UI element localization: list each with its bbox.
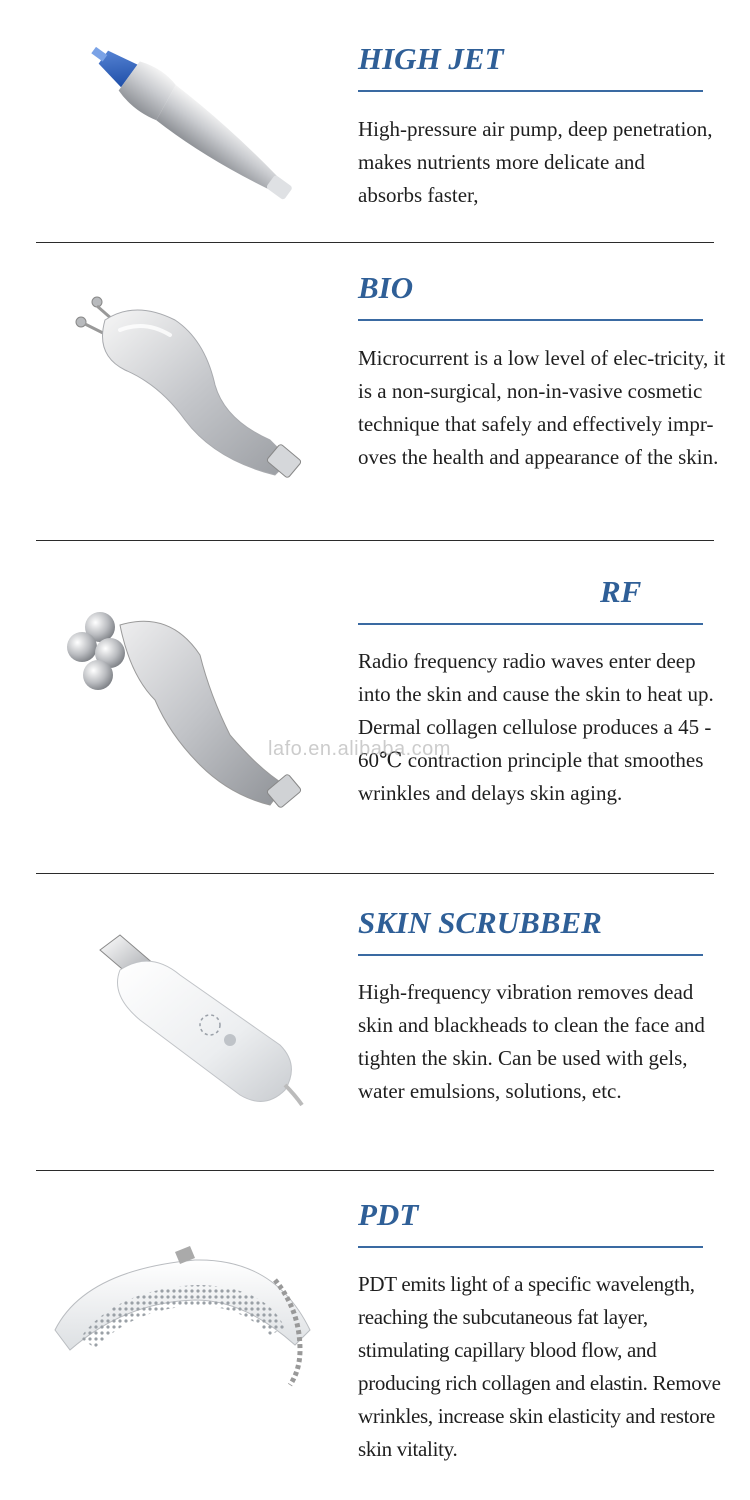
section-description-skin-scrubber: High-frequency vibration removes dead skin and blackheads to clean the face and tighten the skin. Can be used with gels, water emulsions, solutions, etc. bbox=[358, 980, 705, 1103]
section-description-bio: Microcurrent is a low level of elec-tricity, it is a non-surgical, non-in-vasive cosmetic technique that safely and effectively impr-oves the health and appearance of the skin. bbox=[358, 346, 726, 469]
rf-roller-handpiece-icon bbox=[60, 605, 310, 835]
pdt-led-mask-icon bbox=[45, 1240, 325, 1390]
title-underline bbox=[358, 90, 703, 92]
title-underline bbox=[358, 623, 703, 625]
section-divider bbox=[36, 242, 714, 243]
section-title-pdt: PDT bbox=[358, 1197, 419, 1232]
section-title-bio: BIO bbox=[358, 270, 414, 305]
section-title-rf: RF bbox=[600, 574, 642, 609]
section-divider bbox=[36, 873, 714, 874]
title-underline bbox=[358, 954, 703, 956]
section-description-rf: Radio frequency radio waves enter deep into the skin and cause the skin to heat up. Dermal collagen cellulose produces a 45 - 60℃ contraction principle that smoothes wrinkles and delays skin aging. bbox=[358, 649, 714, 805]
section-description-pdt: PDT emits light of a specific wavelength, reaching the subcutaneous fat layer, stimulating capillary blood flow, and producing rich collagen and elastin. Remove wrinkles, increase skin elasticity and restore skin vitality. bbox=[358, 1272, 721, 1461]
section-divider bbox=[36, 540, 714, 541]
skin-scrubber-spatula-icon bbox=[80, 925, 320, 1115]
section-divider bbox=[36, 1170, 714, 1171]
section-title-high-jet: HIGH JET bbox=[358, 41, 504, 76]
high-jet-pen-icon bbox=[60, 35, 320, 215]
section-description-high-jet: High-pressure air pump, deep penetration, makes nutrients more delicate and absorbs faster, bbox=[358, 117, 713, 207]
title-underline bbox=[358, 1246, 703, 1248]
watermark: lafo.en.alibaba.com bbox=[268, 738, 451, 760]
section-title-skin-scrubber: SKIN SCRUBBER bbox=[358, 905, 602, 940]
title-underline bbox=[358, 319, 703, 321]
bio-microcurrent-handpiece-icon bbox=[65, 290, 315, 495]
